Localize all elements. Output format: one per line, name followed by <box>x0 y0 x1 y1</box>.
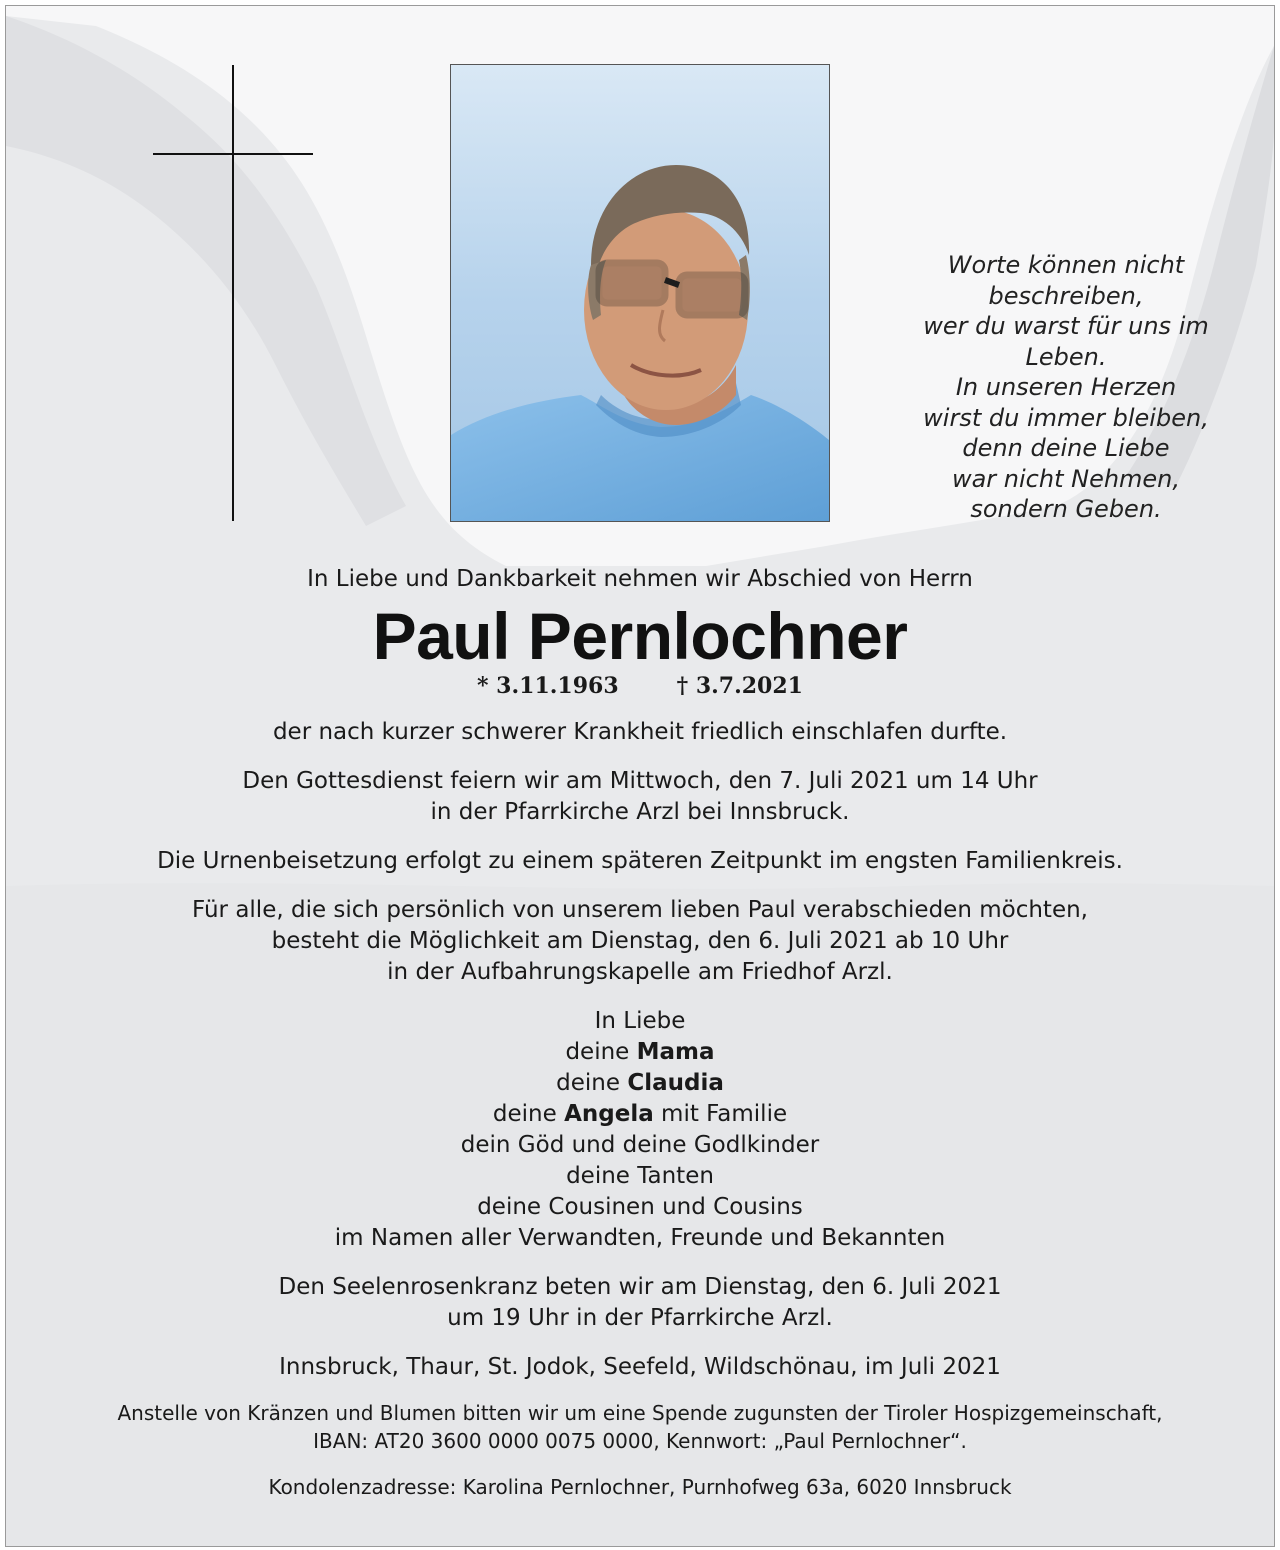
family-line-pre: im Namen aller Verwandten, Freunde und Bekannten <box>334 1225 946 1251</box>
farewell-line: in der Aufbahrungskapelle am Friedhof Arzl. <box>387 959 893 985</box>
rosary-line: um 19 Uhr in der Pfarrkirche Arzl. <box>447 1305 833 1331</box>
places-date <box>6 1352 1274 1383</box>
poem-line: Leben. <box>1025 342 1107 371</box>
service-line: in der Pfarrkirche Arzl bei Innsbruck. <box>430 799 850 825</box>
family-line <box>6 1068 1274 1099</box>
poem <box>906 250 1226 525</box>
illness-line: der nach kurzer schwerer Krankheit friedlich einschlafen durfte. <box>272 719 1008 745</box>
family-line-pre: deine Tanten <box>566 1163 714 1189</box>
family-line <box>6 1099 1274 1130</box>
places-line: Innsbruck, Thaur, St. Jodok, Seefeld, Wildschönau, im Juli 2021 <box>279 1354 1001 1380</box>
family-line-pre: deine <box>492 1101 565 1127</box>
family-line <box>6 1130 1274 1161</box>
illness-note <box>6 717 1274 748</box>
family-line <box>6 1037 1274 1068</box>
life-dates <box>6 671 1274 701</box>
death-date: † 3.7.2021 <box>676 673 803 699</box>
family-member-name: Angela <box>564 1101 654 1127</box>
farewell-line: Für alle, die sich persönlich von unserem lieben Paul verabschieden möchten, <box>192 897 1088 923</box>
cross-horizontal-bar <box>153 153 313 155</box>
urn-line: Die Urnenbeisetzung erfolgt zu einem späteren Zeitpunkt im engsten Familienkreis. <box>157 848 1123 874</box>
poem-line: wirst du immer bleiben, <box>923 403 1209 432</box>
rosary-line: Den Seelenrosenkranz beten wir am Dienstag, den 6. Juli 2021 <box>278 1274 1002 1300</box>
family-line-pre: deine Cousinen und Cousins <box>477 1194 803 1220</box>
poem-line: sondern Geben. <box>970 495 1162 523</box>
poem-line: denn deine Liebe <box>962 434 1170 462</box>
service-info <box>6 766 1274 828</box>
farewell-info <box>6 895 1274 988</box>
poem-line: war nicht Nehmen, <box>951 464 1181 493</box>
farewell-line: besteht die Möglichkeit am Dienstag, den 6. Juli 2021 ab 10 Uhr <box>271 928 1009 954</box>
donation-line: IBAN: AT20 3600 0000 0075 0000, Kennwort: „Paul Pernlochner“. <box>313 1429 967 1453</box>
family-line <box>6 1192 1274 1223</box>
poem-line: wer du warst für uns im <box>923 312 1209 340</box>
family-signature <box>6 1006 1274 1254</box>
family-line-post: mit Familie <box>653 1101 788 1127</box>
family-line-pre: dein Göd und deine Godlkinder <box>460 1132 820 1158</box>
family-line-pre: deine <box>556 1070 628 1096</box>
condolence-address <box>6 1473 1274 1501</box>
family-line-pre: deine <box>565 1039 637 1065</box>
urn-info <box>6 846 1274 877</box>
obituary-card <box>5 5 1275 1547</box>
birth-date: * 3.11.1963 <box>477 673 619 699</box>
family-line <box>6 1161 1274 1192</box>
family-heading: In Liebe <box>594 1008 686 1034</box>
portrait-photo <box>450 64 830 522</box>
cross-vertical-bar <box>232 65 234 521</box>
family-line <box>6 1223 1274 1254</box>
intro-line: In Liebe und Dankbarkeit nehmen wir Abschied von Herrn <box>307 566 973 592</box>
deceased-name: Paul Pernlochner <box>372 599 908 673</box>
poem-line: Worte können nicht <box>947 251 1185 279</box>
rosary-info <box>6 1272 1274 1334</box>
poem-line: beschreiben, <box>988 281 1144 310</box>
poem-line: In unseren Herzen <box>955 373 1177 401</box>
family-member-name: Claudia <box>627 1070 724 1096</box>
service-line: Den Gottesdienst feiern wir am Mittwoch, den 7. Juli 2021 um 14 Uhr <box>242 768 1038 794</box>
donation-line: Anstelle von Kränzen und Blumen bitten wir um eine Spende zugunsten der Tiroler Hospizgemeinschaft, <box>117 1401 1163 1425</box>
obituary-text <box>6 564 1274 1501</box>
family-member-name: Mama <box>636 1039 715 1065</box>
donation-info <box>6 1399 1274 1455</box>
condolence-line: Kondolenzadresse: Karolina Pernlochner, Purnhofweg 63a, 6020 Innsbruck <box>268 1475 1012 1499</box>
